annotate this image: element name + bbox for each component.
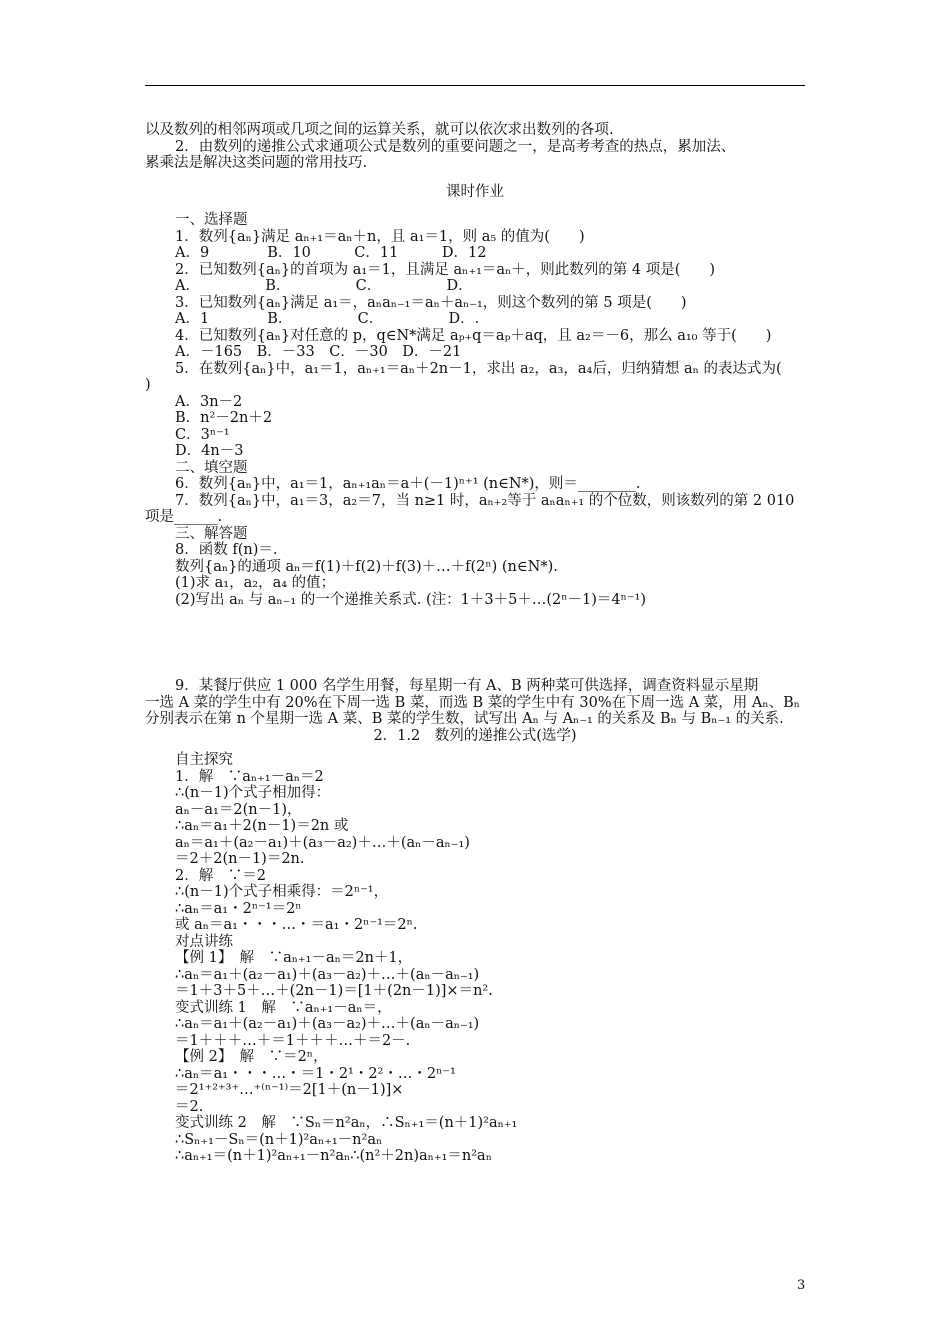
- answer-line: 2．解 ∵＝2: [175, 867, 266, 884]
- answer-line: 自主探究: [175, 752, 233, 768]
- s1-line: 3．已知数列{aₙ}满足 a₁＝，aₙaₙ₋₁＝aₙ＋aₙ₋₁，则这个数列的第 5 项是( ): [175, 294, 687, 311]
- problem9-line: 9．某餐厅供应 1 000 名学生用餐，每星期一有 A、B 两种菜可供选择，调查资料显示星期: [175, 678, 759, 694]
- section1-heading: 一、选择题: [175, 212, 248, 228]
- answer-line: ∴aₙ＝a₁＋(a₂－a₁)＋(a₃－a₂)＋…＋(aₙ－aₙ₋₁): [175, 966, 480, 983]
- answer-line: ∴aₙ₊₁＝(n＋1)²aₙ₊₁－n²aₙ∴(n²＋2n)aₙ₊₁＝n²aₙ: [175, 1148, 492, 1164]
- s1-line: A．9 B．10 C．11 D．12: [175, 245, 487, 261]
- answer-line: 或 aₙ＝a₁・・・…・＝a₁・2ⁿ⁻¹＝2ⁿ.: [175, 917, 418, 933]
- s1-line: 1．数列{aₙ}满足 aₙ₊₁＝aₙ＋n，且 a₁＝1，则 a₅ 的值为( ): [175, 228, 585, 245]
- answer-line: 【例 1】 解 ∵aₙ₊₁－aₙ＝2n＋1，: [175, 950, 413, 966]
- s1-line: A．－165 B．－33 C．－30 D．－21: [175, 344, 462, 360]
- answer-line: ＝2＋2(n－1)＝2n.: [175, 851, 305, 867]
- s1-line: A． B． C． D．: [175, 278, 473, 294]
- answer-line: aₙ＝a₁＋(a₂－a₁)＋(a₃－a₂)＋…＋(aₙ－aₙ₋₁): [175, 834, 470, 851]
- page-number: 3: [797, 1278, 806, 1293]
- s2-line: 7．数列{aₙ}中，a₁＝3，a₂＝7，当 n≥1 时，aₙ₊₂等于 aₙaₙ₊₁ 的个位数，则该数列的第 2 010: [175, 492, 795, 509]
- s2-line: 项是______.: [145, 509, 223, 525]
- homework-title: 课时作业: [446, 183, 504, 200]
- s3-line: (1)求 a₁，a₂，a₄ 的值；: [175, 575, 336, 591]
- answer-line: ＝1＋3＋5＋…＋(2n－1)＝[1＋(2n－1)]×＝n².: [175, 983, 493, 999]
- answer-line: ∴Sₙ₊₁－Sₙ＝(n＋1)²aₙ₊₁－n²aₙ: [175, 1131, 383, 1148]
- answer-line: 【例 2】 解 ∵＝2ⁿ，: [175, 1049, 328, 1065]
- answer-line: ∴aₙ＝a₁＋(a₂－a₁)＋(a₃－a₂)＋…＋(aₙ－aₙ₋₁): [175, 1016, 480, 1032]
- header-rule: [145, 85, 805, 86]
- answer-title: 2．1.2 数列的递推公式(选学): [373, 727, 577, 744]
- intro-line-2: 2．由数列的递推公式求通项公式是数列的重要问题之一，是高考考查的热点，累加法、: [175, 138, 736, 155]
- s3-line: 数列{aₙ}的通项 aₙ＝f(1)＋f(2)＋f(3)＋…＋f(2ⁿ) (n∈N*).: [175, 558, 558, 575]
- s1-line: 2．已知数列{aₙ}的首项为 a₁＝1，且满足 aₙ₊₁＝aₙ＋，则此数列的第 4 项是( ): [175, 261, 716, 278]
- s1-line: ): [145, 377, 151, 393]
- s1-line: D．4n－3: [175, 443, 244, 459]
- answer-line: ∴aₙ＝a₁＋2(n－1)＝2n 或: [175, 818, 349, 834]
- section2-heading: 二、填空题: [175, 459, 248, 476]
- problem9-line: 一选 A 菜的学生中有 20%在下周一选 B 菜，而选 B 菜的学生中有 30%在下周一选 A 菜，用 Aₙ、Bₙ: [145, 694, 801, 711]
- s3-line: (2)写出 aₙ 与 aₙ₋₁ 的一个递推关系式. (注：1＋3＋5＋…(2ⁿ－1)＝4ⁿ⁻¹): [175, 591, 646, 608]
- s1-line: 4．已知数列{aₙ}对任意的 p，q∈N*满足 aₚ₊q＝aₚ＋aq，且 a₂＝－6，那么 a₁₀ 等于( ): [175, 327, 772, 344]
- s1-line: 5．在数列{aₙ}中，a₁＝1，aₙ₊₁＝aₙ＋2n－1，求出 a₂，a₃，a₄后，归纳猜想 aₙ 的表达式为(: [175, 360, 782, 377]
- answer-line: 对点讲练: [175, 933, 233, 950]
- answer-line: ＝1＋＋＋…＋＝1＋＋＋…＋＝2－.: [175, 1032, 411, 1049]
- answer-line: 变式训练 2 解 ∵Sₙ＝n²aₙ，∴Sₙ₊₁＝(n＋1)²aₙ₊₁: [175, 1115, 518, 1131]
- answer-line: ∴aₙ＝a₁・・・…・＝1・2¹・2²・…・2ⁿ⁻¹: [175, 1065, 456, 1082]
- answer-line: ∴(n－1)个式子相加得：: [175, 785, 331, 801]
- answer-line: ＝2¹⁺²⁺³⁺…⁺⁽ⁿ⁻¹⁾＝2[1＋(n－1)]×: [175, 1082, 404, 1098]
- section3-heading: 三、解答题: [175, 525, 248, 542]
- s1-line: B．n²－2n＋2: [175, 410, 273, 426]
- answer-line: ∴(n－1)个式子相乘得：＝2ⁿ⁻¹，: [175, 884, 389, 900]
- s1-line: A．1 B． C． D．.: [175, 311, 480, 327]
- s1-line: A．3n－2: [175, 393, 243, 410]
- answer-line: aₙ－a₁＝2(n－1)，: [175, 801, 302, 818]
- page-content: [145, 122, 805, 1165]
- intro-line-3: 累乘法是解决这类问题的常用技巧.: [145, 155, 368, 171]
- answer-line: ＝2.: [175, 1098, 204, 1115]
- s2-line: 6．数列{aₙ}中，a₁＝1，aₙ₊₁aₙ＝a＋(－1)ⁿ⁺¹ (n∈N*)，则＝________.: [175, 476, 641, 492]
- problem9-line: 分别表示在第 n 个星期一选 A 菜、B 菜的学生数，试写出 Aₙ 与 Aₙ₋₁ 的关系及 Bₙ 与 Bₙ₋₁ 的关系.: [145, 711, 784, 727]
- intro-line-1: 以及数列的相邻两项或几项之间的运算关系，就可以依次求出数列的各项.: [145, 122, 614, 138]
- s1-line: C．3ⁿ⁻¹: [175, 426, 230, 443]
- s3-line: 8．函数 f(n)＝.: [175, 542, 278, 558]
- answer-line: ∴aₙ＝a₁・2ⁿ⁻¹＝2ⁿ: [175, 900, 302, 917]
- answer-line: 变式训练 1 解 ∵aₙ₊₁－aₙ＝，: [175, 999, 392, 1016]
- answer-line: 1．解 ∵aₙ₊₁－aₙ＝2: [175, 768, 324, 785]
